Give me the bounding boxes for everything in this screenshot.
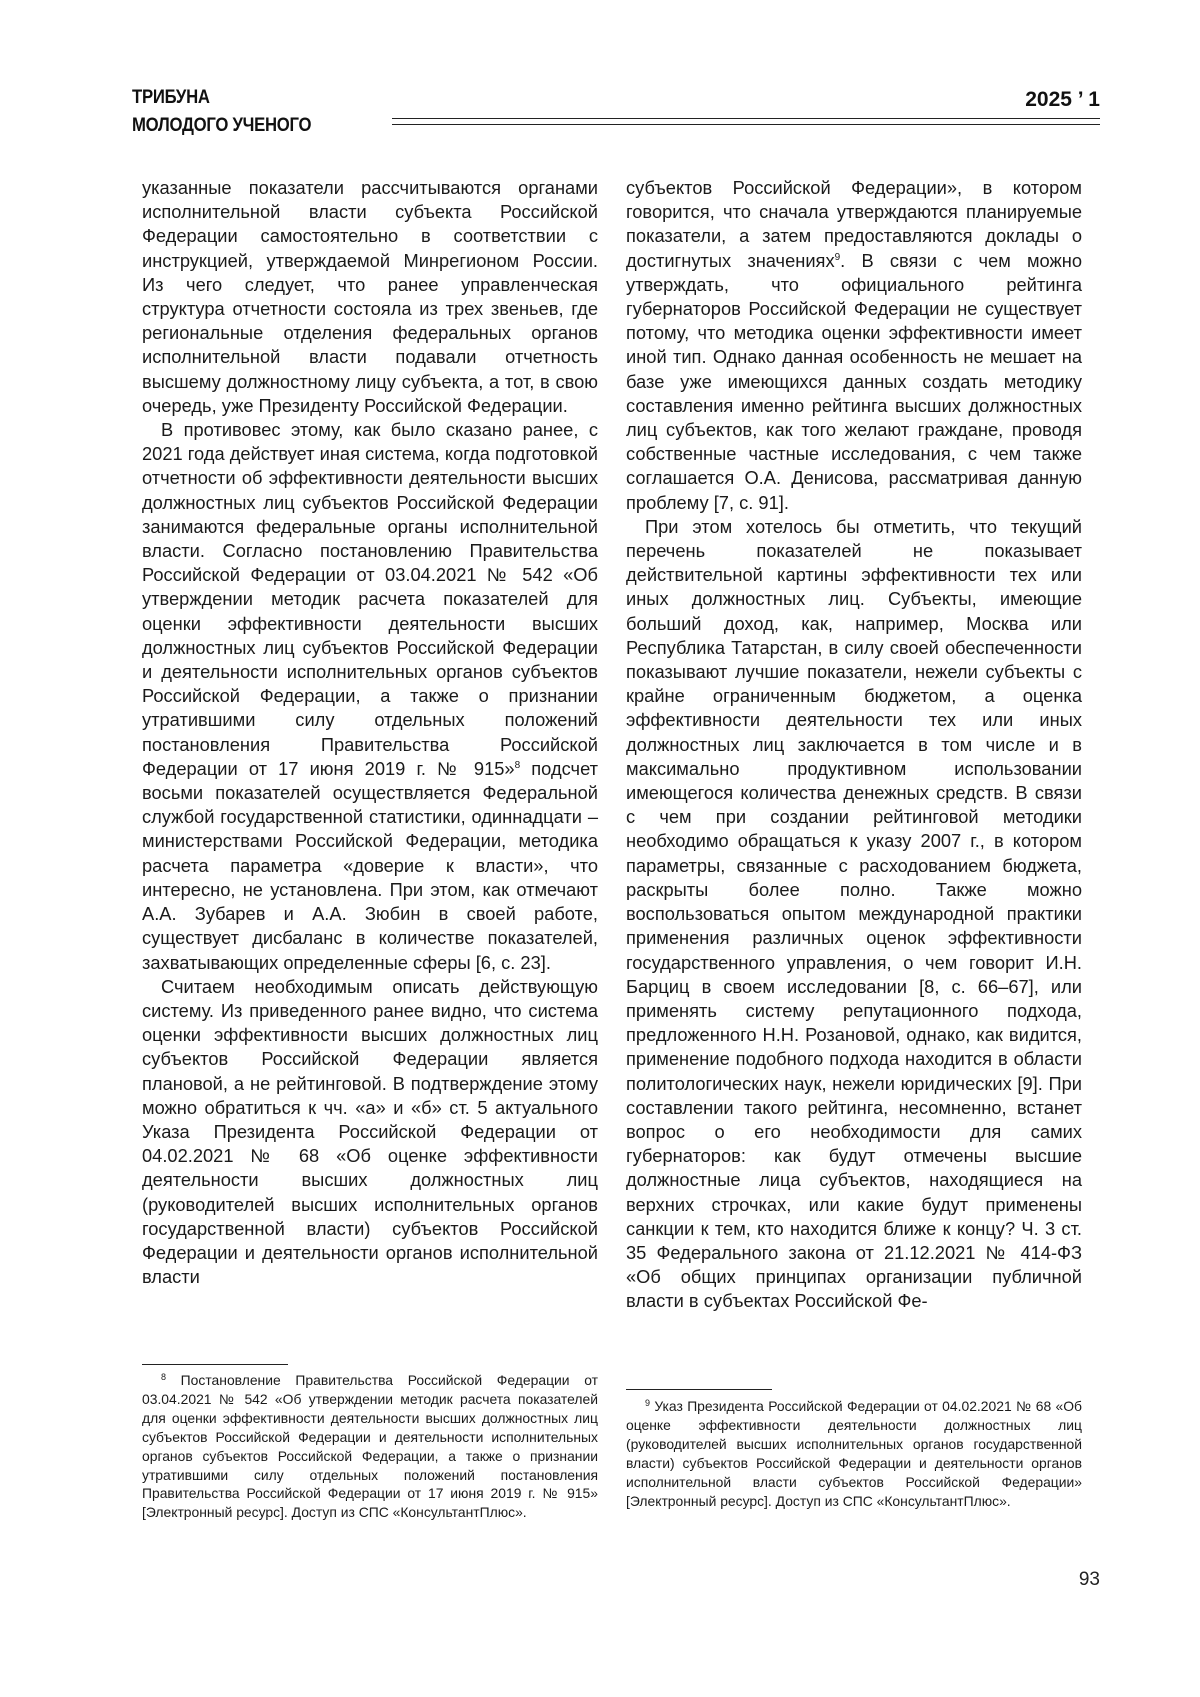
journal-title xyxy=(132,84,336,140)
paragraph: Считаем необходимым описать действующую систему. Из приведенного ранее видно, что система оценки эффективности высших должностных лиц субъектов Российской Федерации является плановой, а не рейтинговой. В подтверждение этому можно обратиться к чч. «а» и «б» ст. 5 актуального Указа Президента Российской Федерации от 04.02.2021 № 68 «Об оценке эффективности деятельности высших должностных лиц (руководителей высших исполнительных органов государственной власти) субъектов Российской Федерации и деятельности органов исполнительной власти xyxy=(142,975,598,1288)
header-rule xyxy=(392,118,1100,119)
footnote-mark: 9 xyxy=(645,1398,651,1408)
paragraph xyxy=(142,418,598,975)
journal-title-line1: ТРИБУНА xyxy=(132,87,210,108)
paragraph-text: В противовес этому, как было сказано ранее, с 2021 года действует иная система, когда подготовкой отчетности об эффективности деятельности высших должностных лиц субъектов Российской Федерации занимаются федеральные органы исполнительной власти. Согласно постановлению Правительства Российской Федерации от 03.04.2021 № 542 «Об утверждении методик расчета показателей для оценки эффективности деятельности высших должностных лиц субъектов Российской Федерации и деятельности исполнительных органов субъектов Российской Федерации, а также о признании утратившими силу отдельных положений постановления Правительства Российской Федерации от 17 июня 2019 г. № 915» xyxy=(142,419,598,779)
paragraph: указанные показатели рассчитываются органами исполнительной власти субъекта Российской Федерации самостоятельно в соответствии с инструкцией, утверждаемой Минрегионом России. Из чего следует, что ранее управленческая структура отчетности состояла из трех звеньев, где региональные отделения федеральных органов исполнительной власти подавали отчетность высшему должностному лицу субъекта, а тот, в свою очередь, уже Президенту Российской Федерации. xyxy=(142,177,598,416)
paragraph-text: субъектов Российской Федерации», в котором говорится, что сначала утверждаются планируемые показатели, а затем предоставляются доклады о достигнутых значениях xyxy=(626,177,1082,271)
footnote-9 xyxy=(626,1397,1082,1510)
journal-title-line2: МОЛОДОГО УЧЕНОГО xyxy=(132,115,312,136)
footnote-8 xyxy=(142,1371,598,1522)
footnote-rule xyxy=(142,1364,288,1365)
paragraph-text: . В связи с чем можно утверждать, что официального рейтинга губернаторов Российской Федерации не существует потому, что методика оценки эффективности имеет иной тип. Однако данная особенность не мешает на базе уже имеющихся данных создать методику составления именно рейтинга высших должностных лиц субъектов, как того желают граждане, проводя собственные частные исследования, с чем также соглашается О.А. Денисова, рассматривая данную проблему [7, с. 91]. xyxy=(626,249,1083,513)
header-rule-secondary xyxy=(392,124,1100,125)
right-column xyxy=(626,176,1082,1314)
footnote-text xyxy=(142,1371,598,1522)
issue-number: 2025 ’ 1 xyxy=(1025,88,1100,111)
footnote-mark: 8 xyxy=(161,1372,167,1382)
footnote-body: Постановление Правительства Российской Федерации от 03.04.2021 № 542 «Об утверждении методик расчета показателей для оценки эффективности деятельности высших должностных лиц субъектов Российской Федерации и деятельности исполнительных органов субъектов Российской Федерации, а также о признании утратившими силу отдельных положений постановления Правительства Российской Федерации от 17 июня 2019 г. № 915» [Электронный ресурс]. Доступ из СПС «КонсультантПлюс». xyxy=(142,1372,598,1521)
footnote-body: Указ Президента Российской Федерации от 04.02.2021 № 68 «Об оценке эффективности деятельности должностных лиц (руководителей высших исполнительных органов государственной власти) субъектов Российской Федерации и деятельности органов исполнительной власти субъектов Российской Федерации» [Электронный ресурс]. Доступ из СПС «КонсультантПлюс». xyxy=(626,1398,1082,1509)
footnote-text xyxy=(626,1397,1082,1510)
page-number: 93 xyxy=(1078,1569,1100,1590)
paragraph-text: подсчет восьми показателей осуществляется Федеральной службой государственной статистики, одиннадцати – министерствами Российской Федерации, методика расчета параметра «доверие к власти», что интересно, не установлена. При этом, как отмечают А.А. Зубарев и А.А. Зюбин в своей работе, существует дисбаланс в количестве показателей, захватывающих определенные сферы [6, с. 23]. xyxy=(142,757,598,973)
footnote-ref: 8 xyxy=(514,759,521,771)
paragraph: При этом хотелось бы отметить, что текущий перечень показателей не показывает действительной картины эффективности тех или иных должностных лиц. Субъекты, имеющие больший доход, как, например, Москва или Республика Татарстан, в силу своей обеспеченности показывают лучшие показатели, нежели субъекты с крайне ограниченным бюджетом, а оценка эффективности деятельности тех или иных должностных лиц заключается в том числе и в максимально продуктивном использовании имеющегося количества денежных средств. В связи с чем при создании рейтинговой методики необходимо обращаться к указу 2007 г., в котором параметры, связанные с расходованием бюджета, раскрыты более полно. Также можно воспользоваться опытом международной практики применения различных оценок эффективности государственного управления, о чем говорит И.Н. Барциц в своем исследовании [8, с. 66–67], или применять систему репутационного подхода, предложенного Н.Н. Розановой, однако, как видится, применение подобного подхода находится в области политологических наук, нежели юридических [9]. При составлении такого рейтинга, несомненно, встанет вопрос о его необходимости для самих губернаторов: как будут отмечены высшие должностные лица субъектов, находящиеся на верхних строчках, или какие будут применены санкции к тем, кто находится ближе к концу? Ч. 3 ст. 35 Федерального закона от 21.12.2021 № 414-ФЗ «Об общих принципах организации публичной власти в субъектах Российской Фе- xyxy=(626,515,1082,1312)
footnote-rule xyxy=(626,1389,772,1390)
footnote-ref: 9 xyxy=(834,251,841,263)
left-column xyxy=(142,176,598,1289)
paragraph xyxy=(626,176,1082,515)
